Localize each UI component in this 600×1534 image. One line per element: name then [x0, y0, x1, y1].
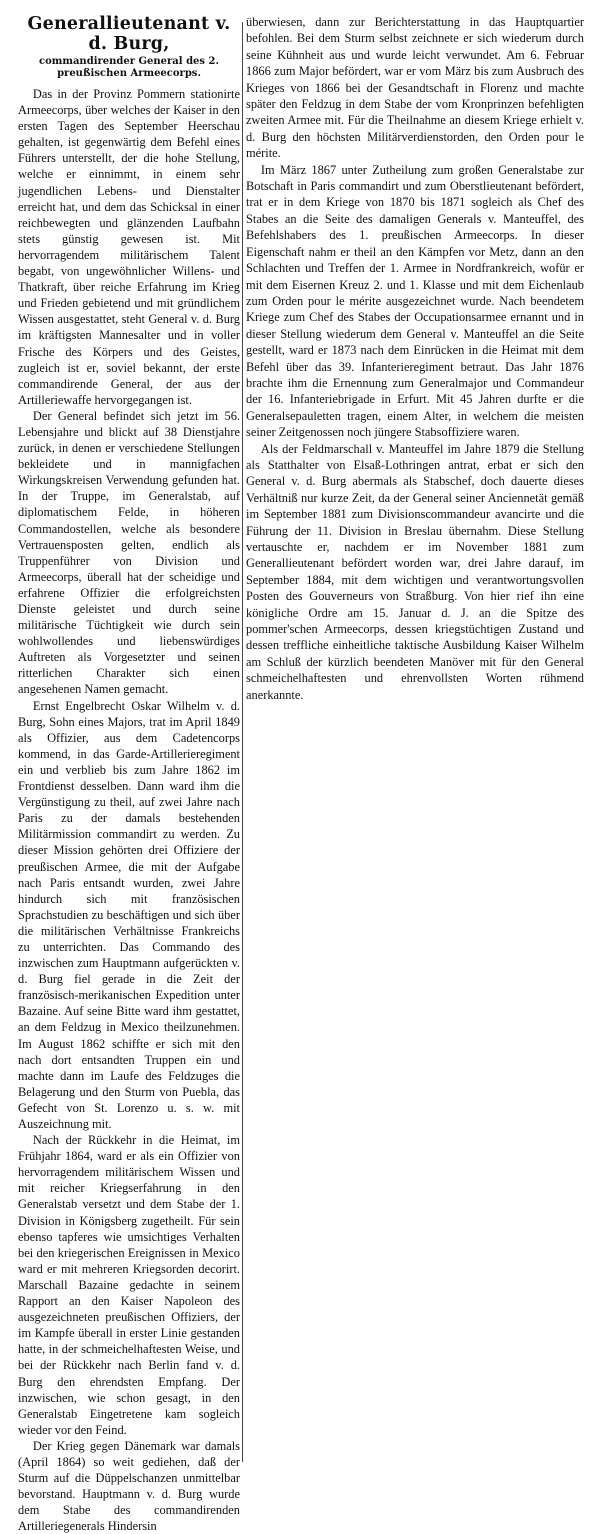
left-column: [18, 14, 240, 1534]
paragraph-intro: Das in der Provinz Pommern stationirte Armeecorps, über welches der Kaiser in den ersten Tagen des September Heerschau gehalten, ist gegenwärtig dem Befehl eines Führers unterstellt, der die hohe Stellung, welche er einnimmt, in einem sehr jugendlichen Lebens- und Dienstalter erreicht hat, und dem das Schicksal in einer reichbewegten und glänzenden Laufbahn stets günstig gewesen ist. Mit hervorragendem militärischem Talent begabt, von ungewöhnlicher Willens- und Thatkraft, über reiche Erfahrung im Krieg und Frieden gebietend und mit gründlichem Wissen ausgestattet, steht General v. d. Burg im kräftigsten Mannesalter und in voller Frische des Körpers und des Geistes, zugleich ist er, soviel bekannt, der erste commandirende General, der aus der Artilleriewaffe hervorgegangen ist.: [18, 87, 240, 407]
paragraph-1879: Als der Feldmarschall v. Manteuffel im Jahre 1879 die Stellung als Statthalter von Elsaß-Lothringen antrat, erbat er sich den General v. d. Burg abermals als Stabschef, doch dauerte dieses Verhältniß nur kurze Zeit, da der General seiner Anciennetät gemäß im September 1881 zum Divisionscommandeur avancirte und die Führung der 11. Division in Breslau übernahm. Diese Stellung vertauschte er, nachdem er im November 1881 zum Generallieutenant befördert worden war, drei Jahre darauf, im September 1884, mit dem wichtigen und verantwortungsvollen Posten des Gouverneurs von Straßburg. Von hier rief ihn eine königliche Ordre am 15. Januar d. J. an die Spitze des pommer'schen Armeecorps, dessen kriegstüchtigen Zustand und dessen treffliche einheitliche taktische Ausbildung Kaiser Wilhelm am Schluß der kürzlich beendeten Manöver mit für den General schmeichelhaftesten und ehrenvollsten Worten rühmend anerkannte.: [246, 441, 584, 702]
right-column: [246, 14, 584, 703]
article-title: Generallieutenant v. d. Burg,: [27, 14, 231, 54]
paragraph-career: Der General befindet sich jetzt im 56. Lebensjahre und blickt auf 38 Dienstjahre zurück, in denen er verschiedene Stellungen bekleidete und in mannigfachen Wirkungskreisen Verwendung gefunden hat. In der Truppe, im Generalstab, auf diplomatischem Felde, in höheren Commandostellen, welche als besondere Vertrauensposten gelten, endlich als Truppenführer von Division und Armeecorps, überall hat der scheidige und erfahrene Offizier die erfolgreichsten Dienste geleistet und durch seine militärische Tüchtigkeit wie durch sein wohlwollendes und liebenswürdiges Auftreten als Vorgesetzter und seinen ritterlichen Charakter sich einen angesehenen Namen gemacht.: [18, 408, 240, 697]
article-subtitle: commandirender General des 2. preußischen Armeecorps.: [39, 56, 219, 79]
paragraph-1867: Im März 1867 unter Zutheilung zum großen Generalstabe zur Botschaft in Paris commandirt und zum Oberstlieutenant befördert, trat er in dem Kriege von 1870 bis 1871 sogleich als Chef des Stabes an die Seite des damaligen Generals v. Manteuffel, des Befehlshabers des 1. preußischen Armeecorps. In dieser Eigenschaft nahm er theil an den Kämpfen vor Metz, dann an den Schlachten und Treffen der 1. Armee in Nordfrankreich, wofür er mit dem Eisernen Kreuz 2. und 1. Klasse und mit dem Eichenlaub zum Orden pour le mérite ausgezeichnet wurde. Nach beendetem Kriege zum Chef des Stabes der Occupationsarmee ernannt und in dieser Stellung wiederum dem General v. Manteuffel an die Seite gestellt, ward er 1873 nach dem Einrücken in die Heimat mit dem Befehl über das 39. Infanterieregiment betraut. Das Jahr 1876 brachte ihm die Ernennung zum Generalmajor und Commandeur der 16. Infanteriebrigade in Erfurt. Mit 45 Jahren durfte er die Generalsepauletten tragen, einem Alter, in welchem die meisten seiner Zeitgenossen noch jüngere Stabsoffiziere waren.: [246, 162, 584, 440]
paragraph-return-1864: Nach der Rückkehr in die Heimat, im Frühjahr 1864, ward er als ein Offizier von hervorragendem militärischem Wissen und mit reicher Kriegserfahrung in den Generalstab versetzt und dem Stabe der 1. Division in Königsberg zugetheilt. Für sein ebenso tapferes wie umsichtiges Verhalten bei den kriegerischen Ereignissen in Mexico ward er mit mehreren Kriegsorden decorirt. Marschall Bazaine gedachte in seinem Rapport an den Kaiser Napoleon des ausgezeichneten preußischen Offiziers, der im Kampfe überall in erster Linie gestanden hatte, in der schmeichelhaftesten Weise, und bei der Rückkehr nach Berlin fand v. d. Burg den ehrendsten Empfang. Der inzwischen, wie schon gesagt, in den Generalstab Eingetretene kam sogleich wieder vor den Feind.: [18, 1133, 240, 1437]
paragraph-continuation: überwiesen, dann zur Berichterstattung in das Hauptquartier befohlen. Bei dem Sturm selbst zeichnete er sich wiederum durch seine Kühnheit aus und wurde leicht verwundet. Am 6. Februar 1866 zum Major befördert, war er vom März bis zum Ausbruch des Krieges von 1866 bei der Gesandtschaft in Florenz und machte später den Feldzug in dem Stabe der vom Kronprinzen befehligten zweiten Armee mit. Für die Theilnahme an diesem Kriege erhielt v. d. Burg den höchsten Militärverdienstorden, den Orden pour le mérite.: [246, 15, 584, 161]
column-divider: [242, 22, 243, 1462]
paragraph-biography: Ernst Engelbrecht Oskar Wilhelm v. d. Burg, Sohn eines Majors, trat im April 1849 als Offizier, aus dem Cadetencorps kommend, in das Garde-Artillerieregiment ein und verblieb bis zum Jahre 1862 im Frontdienst desselben. Dann ward ihm die Vergünstigung zu theil, auf zwei Jahre nach Paris zu der damals bestehenden Militärmission commandirt zu werden. Zu dieser Mission gehörten drei Offiziere der preußischen Armee, die mit der Aufgabe nach Paris entsandt wurden, zwei Jahre hindurch sich mit französischen Sprachstudien zu beschäftigen und sich über die militärischen Verhältnisse Frankreichs zu unterrichten. Das Commando des inzwischen zum Hauptmann aufgerückten v. d. Burg fiel gerade in die Zeit der französisch-merikanischen Expedition unter Bazaine. Auf seine Bitte ward ihm gestattet, an dem Feldzug in Mexico theilzunehmen. Im August 1862 schiffte er sich mit den nach dort entsandten Truppen ein und machte dann im Laufe des Feldzuges die Belagerung und den Sturm von Puebla, das Gefecht von St. Lorenzo u. s. w. mit Auszeichnung mit.: [18, 698, 240, 1131]
paragraph-danish-war: Der Krieg gegen Dänemark war damals (April 1864) so weit gediehen, daß der Sturm auf die Düppelschanzen unmittelbar bevorstand. Hauptmann v. d. Burg wurde dem Stabe des commandirenden Artilleriegenerals Hindersin: [18, 1438, 240, 1534]
